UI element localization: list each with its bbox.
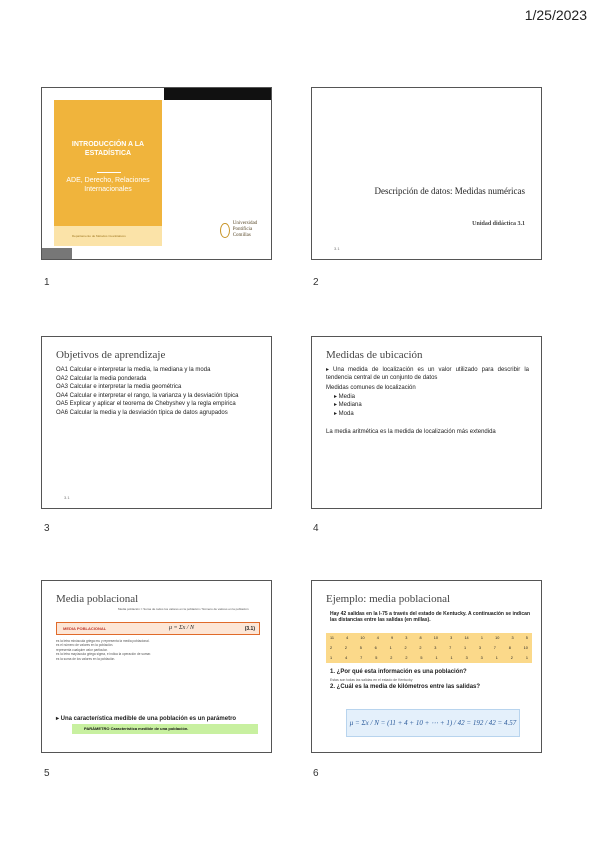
slide-number-2: 2 [313, 277, 319, 288]
where-line: es la letra minúscula griega mu y representa la media poblacional. [56, 639, 150, 643]
table-cell: 2 [330, 646, 333, 650]
table-cell: 2 [405, 656, 408, 660]
table-cell: 10 [495, 636, 500, 640]
table-cell: 3 [434, 646, 437, 650]
slide-2-thumbnail[interactable] [311, 87, 542, 260]
table-cell: 1 [480, 636, 483, 640]
where-line: es la suma de los valores en la población. [56, 656, 116, 661]
table-cell: 7 [360, 656, 363, 660]
table-cell: 3 [480, 656, 483, 660]
table-cell: 1 [464, 646, 467, 650]
title-panel [54, 100, 162, 226]
table-cell: 1 [495, 656, 498, 660]
table-cell: 6 [374, 646, 377, 650]
slide-number-3: 3 [44, 523, 50, 534]
slide-5-thumbnail[interactable] [41, 580, 272, 753]
table-cell: 3 [465, 656, 468, 660]
logo-text: Universidad Pontificia Comillas [232, 221, 258, 238]
table-cell: 4 [345, 656, 348, 660]
table-cell: 8 [508, 646, 511, 650]
slide-number-4: 4 [313, 523, 319, 534]
where-line: representa cualquier valor particular. [56, 647, 108, 652]
slide-number-6: 6 [313, 768, 319, 779]
measure-item: ▸ Mediana [334, 402, 362, 409]
table-cell: 1 [435, 656, 438, 660]
objective-item: OA5 Explicar y aplicar el teorema de Chebyshev y la regla empírica [56, 401, 236, 408]
university-logo [220, 221, 271, 239]
definition-bullet: ▸ Una medida de localización es un valor utilizado para describir la tendencia central de un conjunto de datos [326, 367, 529, 381]
objective-item: OA2 Calcular la media ponderada [56, 375, 147, 382]
table-cell: 2 [404, 646, 407, 650]
black-bar [164, 88, 272, 100]
slide-ref: 3.1 [64, 495, 70, 500]
closing-text: La media aritmética es la medida de localización más extendida [326, 428, 496, 435]
slide-1-subtitle: ADE, Derecho, Relaciones Internacionales [66, 177, 150, 193]
question-1: 1. ¿Por qué esta información es una población? [330, 669, 467, 675]
parameter-definition: PARÁMETRO Característica medible de una población. [84, 726, 189, 731]
table-cell: 3 [450, 636, 453, 640]
slide-2-subtitle: Unidad didáctica 3.1 [472, 221, 525, 227]
table-cell: 3 [405, 636, 408, 640]
table-cell: 3 [511, 636, 514, 640]
table-cell: 2 [510, 656, 513, 660]
slide-1-thumbnail[interactable] [41, 87, 272, 260]
table-cell: 14 [464, 636, 469, 640]
formula-label: MEDIA POBLACIONAL [63, 626, 107, 631]
table-cell: 10 [433, 636, 439, 640]
measure-item: ▸ Media [334, 393, 356, 400]
measure-item: ▸ Moda [334, 410, 354, 417]
table-cell: 5 [525, 636, 528, 640]
objective-item: OA1 Calcular e interpretar la media, la mediana y la moda [56, 367, 211, 373]
table-cell: 11 [330, 636, 334, 640]
table-cell: 2 [390, 656, 393, 660]
table-row [326, 634, 532, 643]
objectives-list [56, 367, 259, 419]
table-cell: 3 [478, 646, 482, 650]
slide-2-title: Descripción de datos: Medidas numéricas [374, 186, 525, 196]
question-2: 2. ¿Cuál es la media de kilómetros entre las salidas? [330, 684, 481, 690]
mean-calculation: μ = Σx / N = (11 + 4 + 10 + ⋯ + 1) / 42 = 192 / 42 = 4.57 [346, 709, 520, 737]
equation-number: (3.1) [244, 626, 255, 632]
table-cell: 5 [375, 656, 378, 660]
table-cell: 1 [450, 656, 453, 660]
slide-ref: 3.1 [334, 246, 340, 251]
table-cell: 4 [376, 636, 379, 640]
slide-1-title: INTRODUCCIÓN A LA ESTADÍSTICA [71, 141, 145, 157]
objective-item: OA6 Calcular la media y la desviación típica de datos agrupados [56, 409, 228, 416]
seal-icon [220, 223, 230, 238]
formula: μ = Σx / N [169, 625, 194, 631]
table-cell: 1 [389, 646, 392, 650]
table-cell: 7 [493, 646, 496, 650]
table-cell: 2 [344, 646, 348, 650]
table-cell: 2 [419, 646, 422, 650]
location-measures-text [326, 367, 529, 437]
where-list [56, 639, 151, 661]
where-line: es la letra mayúscula griega sigma, e indica la operación de sumar. [56, 652, 151, 657]
slide-5-title: Media poblacional [56, 593, 139, 605]
table-cell: 5 [359, 646, 362, 650]
slide-3-thumbnail[interactable] [41, 336, 272, 509]
question-1-note: Estas son todas las salidas en el estado de Kentucky [330, 678, 413, 682]
slide-3-title: Objetivos de aprendizaje [56, 349, 166, 361]
table-row [326, 644, 532, 653]
objective-item: OA4 Calcular e interpretar el rango, la varianza y la desviación típica [56, 392, 239, 399]
parameter-bullet: ▸ Una característica medible de una población es un parámetro [56, 716, 237, 722]
slide-4-thumbnail[interactable] [311, 336, 542, 509]
table-cell: 10 [523, 646, 528, 650]
table-cell: 1 [525, 656, 528, 660]
mean-definition: Media población = Suma de todos los valores en la población / Número de valores en la población [118, 607, 249, 611]
divider [97, 172, 121, 173]
table-cell: 10 [360, 636, 365, 640]
slide-6-thumbnail[interactable] [311, 580, 542, 753]
table-cell: 5 [420, 656, 423, 660]
slide-4-title: Medidas de ubicación [326, 349, 423, 361]
slide-6-title: Ejemplo: media poblacional [326, 593, 451, 605]
table-cell: 7 [449, 646, 452, 650]
table-cell: 8 [419, 636, 422, 640]
table-cell: 4 [346, 636, 349, 640]
table-row [326, 654, 532, 663]
distances-table [326, 633, 532, 663]
common-measures-label: Medidas comunes de localización [326, 385, 416, 392]
where-line: es el número de valores en la población. [56, 643, 114, 648]
example-intro: Hay 42 salidas en la I-75 a través del estado de Kentucky. A continuación se indican las distancias entre las salidas (en millas). [330, 611, 530, 623]
table-cell: 1 [330, 656, 333, 660]
table-cell: 9 [391, 636, 394, 640]
formula-box [56, 622, 260, 635]
objective-item: OA3 Calcular e interpretar la media geométrica [56, 384, 182, 391]
slide-1-footer: Departamento de Métodos Cuantitativos [72, 234, 126, 238]
parameter-highlight [72, 724, 258, 734]
gray-block [42, 248, 72, 260]
print-date: 1/25/2023 [524, 7, 587, 23]
slide-number-1: 1 [44, 277, 50, 288]
slide-number-5: 5 [44, 768, 50, 779]
